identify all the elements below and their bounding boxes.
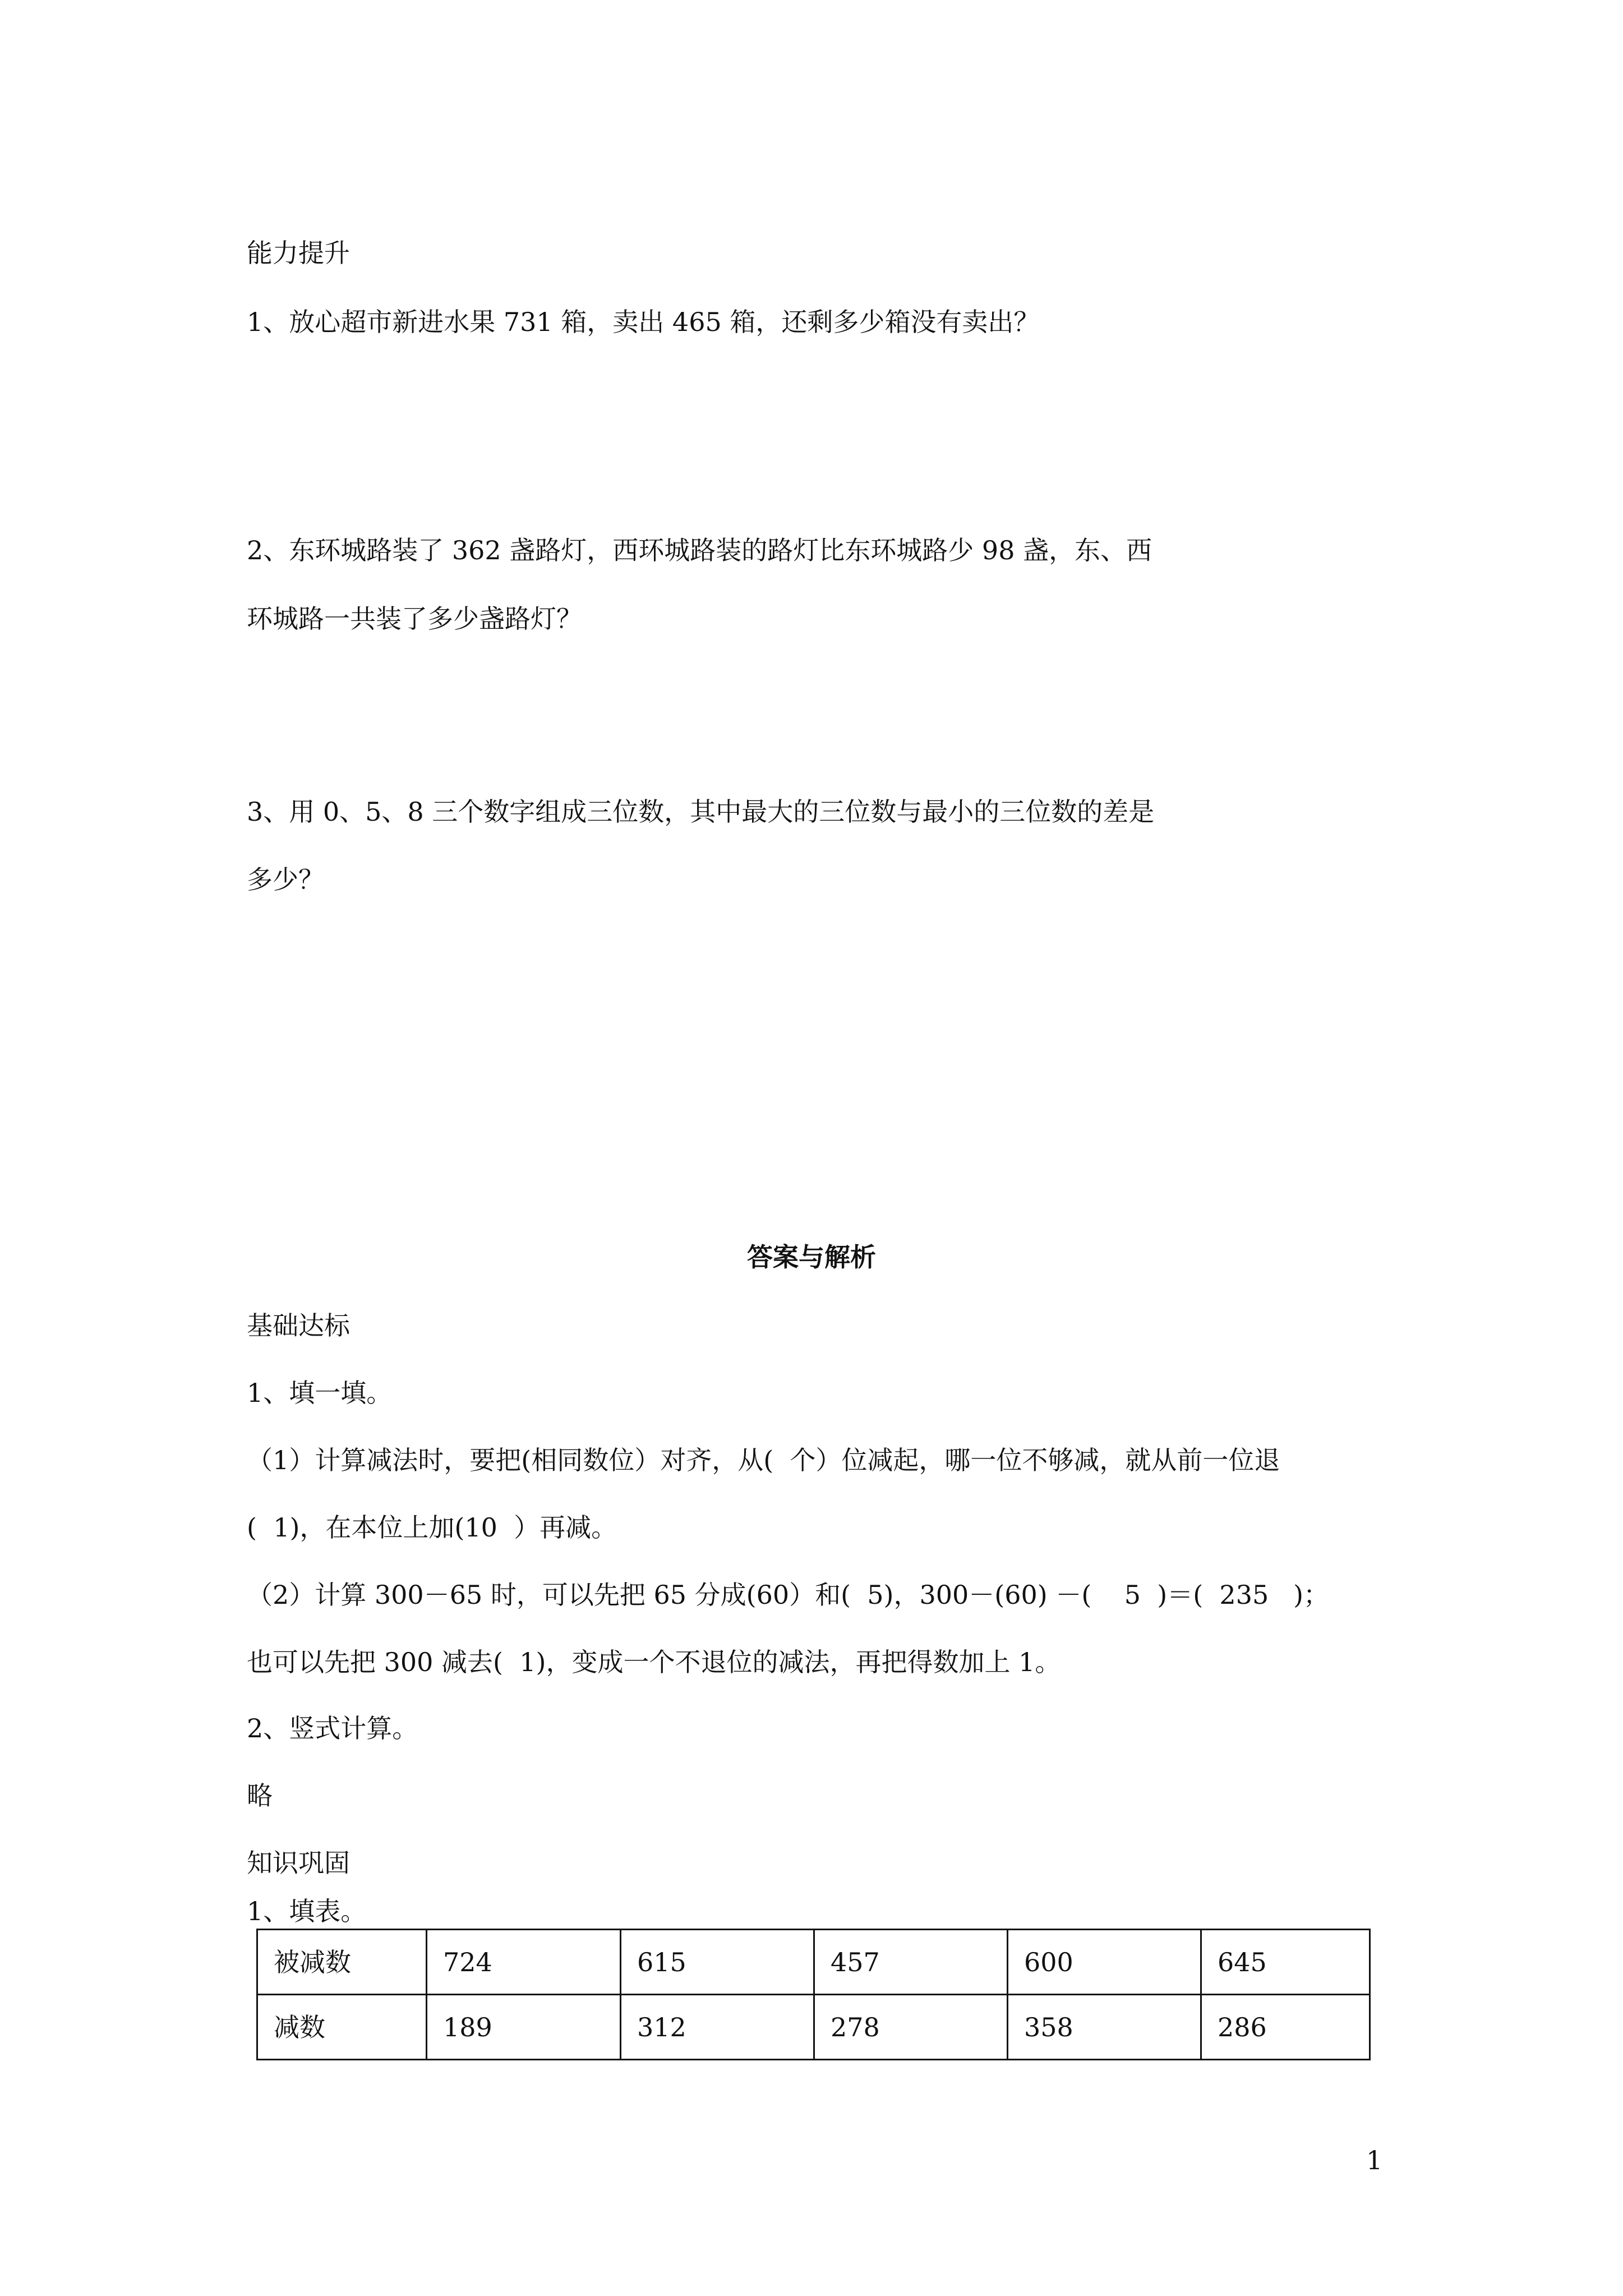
table-row-header-minuend: 被减数 <box>257 1930 427 1995</box>
table-row-header-subtrahend: 减数 <box>257 1995 427 2060</box>
page-number: 1 <box>1366 2145 1383 2175</box>
problem-3-line-2: 多少？ <box>247 864 324 895</box>
basic-q2-answer: 略 <box>247 1780 273 1811</box>
basic-q1-title: 1、填一填。 <box>247 1378 393 1408</box>
problem-1-line-1: 1、放心超市新进水果 731 箱，卖出 465 箱，还剩多少箱没有卖出？ <box>247 307 1040 337</box>
section-heading-basic: 基础达标 <box>247 1310 350 1341</box>
table-cell: 600 <box>1008 1930 1201 1995</box>
answer-section-title: 答案与解析 <box>747 1242 876 1272</box>
problem-2-line-1: 2、东环城路装了 362 盏路灯，西环城路装的路灯比东环城路少 98 盏，东、西 <box>247 535 1152 565</box>
problem-3-line-1: 3、用 0、5、8 三个数字组成三位数，其中最大的三位数与最小的三位数的差是 <box>247 797 1155 827</box>
table-cell: 358 <box>1008 1995 1201 2060</box>
problem-2-line-2: 环城路一共装了多少盏路灯？ <box>247 604 582 634</box>
section-heading-knowledge: 知识巩固 <box>247 1848 350 1878</box>
table-cell: 312 <box>621 1995 814 2060</box>
basic-q1-part2-line-2: 也可以先把 300 减去( 1)，变成一个不退位的减法，再把得数加上 1。 <box>247 1647 1061 1677</box>
knowledge-q1-title: 1、填表。 <box>247 1896 367 1926</box>
table-cell: 457 <box>814 1930 1008 1995</box>
section-heading-ability: 能力提升 <box>247 238 350 268</box>
table-cell: 615 <box>621 1930 814 1995</box>
table-cell: 286 <box>1201 1995 1370 2060</box>
basic-q1-part2-line-1: （2）计算 300－65 时，可以先把 65 分成(60）和( 5)，300－(60) －( 5 )＝( 235 )； <box>247 1580 1330 1610</box>
table-cell: 278 <box>814 1995 1008 2060</box>
basic-q1-part1-line-1: （1）计算减法时，要把(相同数位）对齐，从( 个）位减起，哪一位不够减，就从前一位退 <box>247 1445 1280 1475</box>
basic-q2-title: 2、竖式计算。 <box>247 1713 418 1743</box>
table-cell: 189 <box>427 1995 621 2060</box>
table-row <box>257 1930 1370 1995</box>
table-cell: 724 <box>427 1930 621 1995</box>
subtraction-table <box>256 1929 1371 2060</box>
table-row <box>257 1995 1370 2060</box>
table-cell: 645 <box>1201 1930 1370 1995</box>
basic-q1-part1-line-2: ( 1)，在本位上加(10 ）再减。 <box>247 1512 617 1543</box>
